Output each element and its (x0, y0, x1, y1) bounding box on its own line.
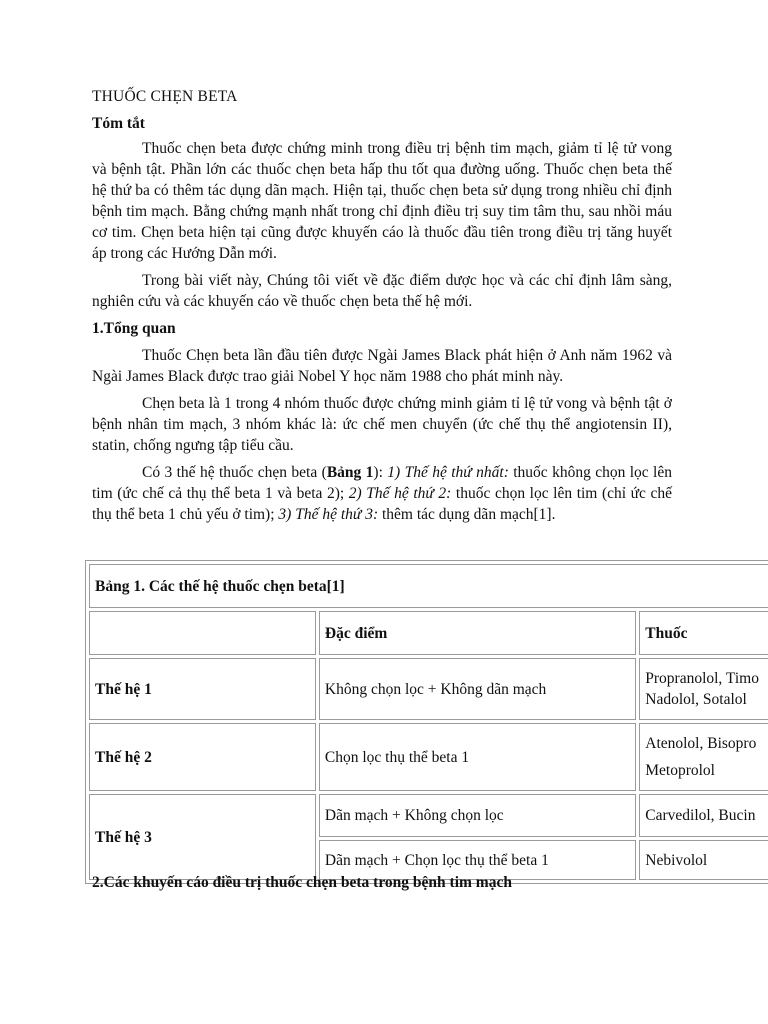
table-row (89, 658, 768, 720)
generation1-text: thuốc không chọn lọc lên tim (ức chế cả thụ thể beta 1 và beta 2); (92, 464, 672, 502)
generation2-text: thuốc chọn lọc lên tim (chỉ ức chế thụ thể beta 1 chủ yếu ở tim); (92, 485, 673, 523)
table-header-empty (89, 611, 316, 655)
drugs-line: Atenolol, Bisopro (645, 735, 757, 752)
document-title: THUỐC CHẸN BETA (92, 88, 238, 105)
drugs-cell (639, 658, 768, 720)
table-caption: Bảng 1. Các thế hệ thuốc chẹn beta[1] (89, 564, 768, 608)
generation3-text: thêm tác dụng dãn mạch[1]. (378, 506, 556, 523)
generation-cell: Thế hệ 2 (89, 723, 316, 791)
generation-cell: Thế hệ 1 (89, 658, 316, 720)
generations-paragraph (92, 462, 672, 525)
table-row (89, 794, 768, 837)
generations-table-container (85, 560, 768, 884)
table-header-row (89, 611, 768, 655)
generation1-label: 1) Thế hệ thứ nhất: (387, 464, 509, 481)
summary-paragraph-1: Thuốc chẹn beta được chứng minh trong điều trị bệnh tim mạch, giảm tỉ lệ tử vong và bệnh tật. Phần lớn các thuốc chẹn beta hấp thu tốt qua đường uống. Thuốc chẹn beta thế hệ thứ ba có thêm tác dụng dãn mạch. Hiện tại, thuốc chẹn beta sử dụng trong nhiều chỉ định bệnh tim mạch. Bằng chứng mạnh nhất trong chỉ định điều trị suy tim tâm thu, sau nhồi máu cơ tim. Chẹn beta hiện tại cũng được khuyến cáo là thuốc đầu tiên trong điều trị tăng huyết áp trong các Hướng Dẫn mới. (92, 140, 672, 262)
drugs-line: Propranolol, Timo (645, 670, 759, 687)
drugs-cell (639, 723, 768, 791)
feature-cell: Dãn mạch + Chọn lọc thụ thể beta 1 (319, 840, 636, 880)
table-reference: Bảng 1 (326, 464, 374, 481)
section1-paragraph-2: Chẹn beta là 1 trong 4 nhóm thuốc được chứng minh giảm tỉ lệ tử vong và bệnh tật ở bệnh nhân tim mạch, 3 nhóm khác là: ức chế men chuyển (ức chế thụ thể angiotensin II), statin, chống ngưng tập tiểu cầu. (92, 395, 672, 454)
section1-paragraph-1: Thuốc Chẹn beta lần đầu tiên được Ngài James Black phát hiện ở Anh năm 1962 và Ngài James Black được trao giải Nobel Y học năm 1988 cho phát minh này. (92, 347, 672, 385)
table-row (89, 723, 768, 791)
feature-cell: Dãn mạch + Không chọn lọc (319, 794, 636, 837)
generations-table (85, 560, 768, 884)
table-caption-row (89, 564, 768, 608)
section2-heading: 2.Các khuyến cáo điều trị thuốc chẹn beta trong bệnh tim mạch (92, 874, 512, 891)
generation-cell: Thế hệ 3 (89, 794, 316, 880)
generation3-label: 3) Thế hệ thứ 3: (278, 506, 379, 523)
generations-after-ref: ): (373, 464, 388, 481)
feature-cell: Chọn lọc thụ thể beta 1 (319, 723, 636, 791)
drugs-line: Nadolol, Sotalol (645, 691, 747, 708)
summary-paragraph-2: Trong bài viết này, Chúng tôi viết về đặc điểm dược học và các chỉ định lâm sàng, nghiên cứu và các khuyến cáo về thuốc chẹn beta thế hệ mới. (92, 272, 672, 310)
summary-heading: Tóm tắt (92, 115, 145, 132)
drugs-line: Metoprolol (645, 762, 715, 779)
drugs-cell: Nebivolol (639, 840, 768, 880)
table-header-feature: Đặc điểm (319, 611, 636, 655)
generation2-label: 2) Thế hệ thứ 2: (348, 485, 452, 502)
table-header-drugs: Thuốc (639, 611, 768, 655)
feature-cell: Không chọn lọc + Không dãn mạch (319, 658, 636, 720)
document-body (92, 86, 672, 531)
drugs-cell: Carvedilol, Bucin (639, 794, 768, 837)
section1-heading: 1.Tổng quan (92, 320, 176, 337)
generations-lead: Có 3 thế hệ thuốc chẹn beta ( (142, 464, 327, 481)
